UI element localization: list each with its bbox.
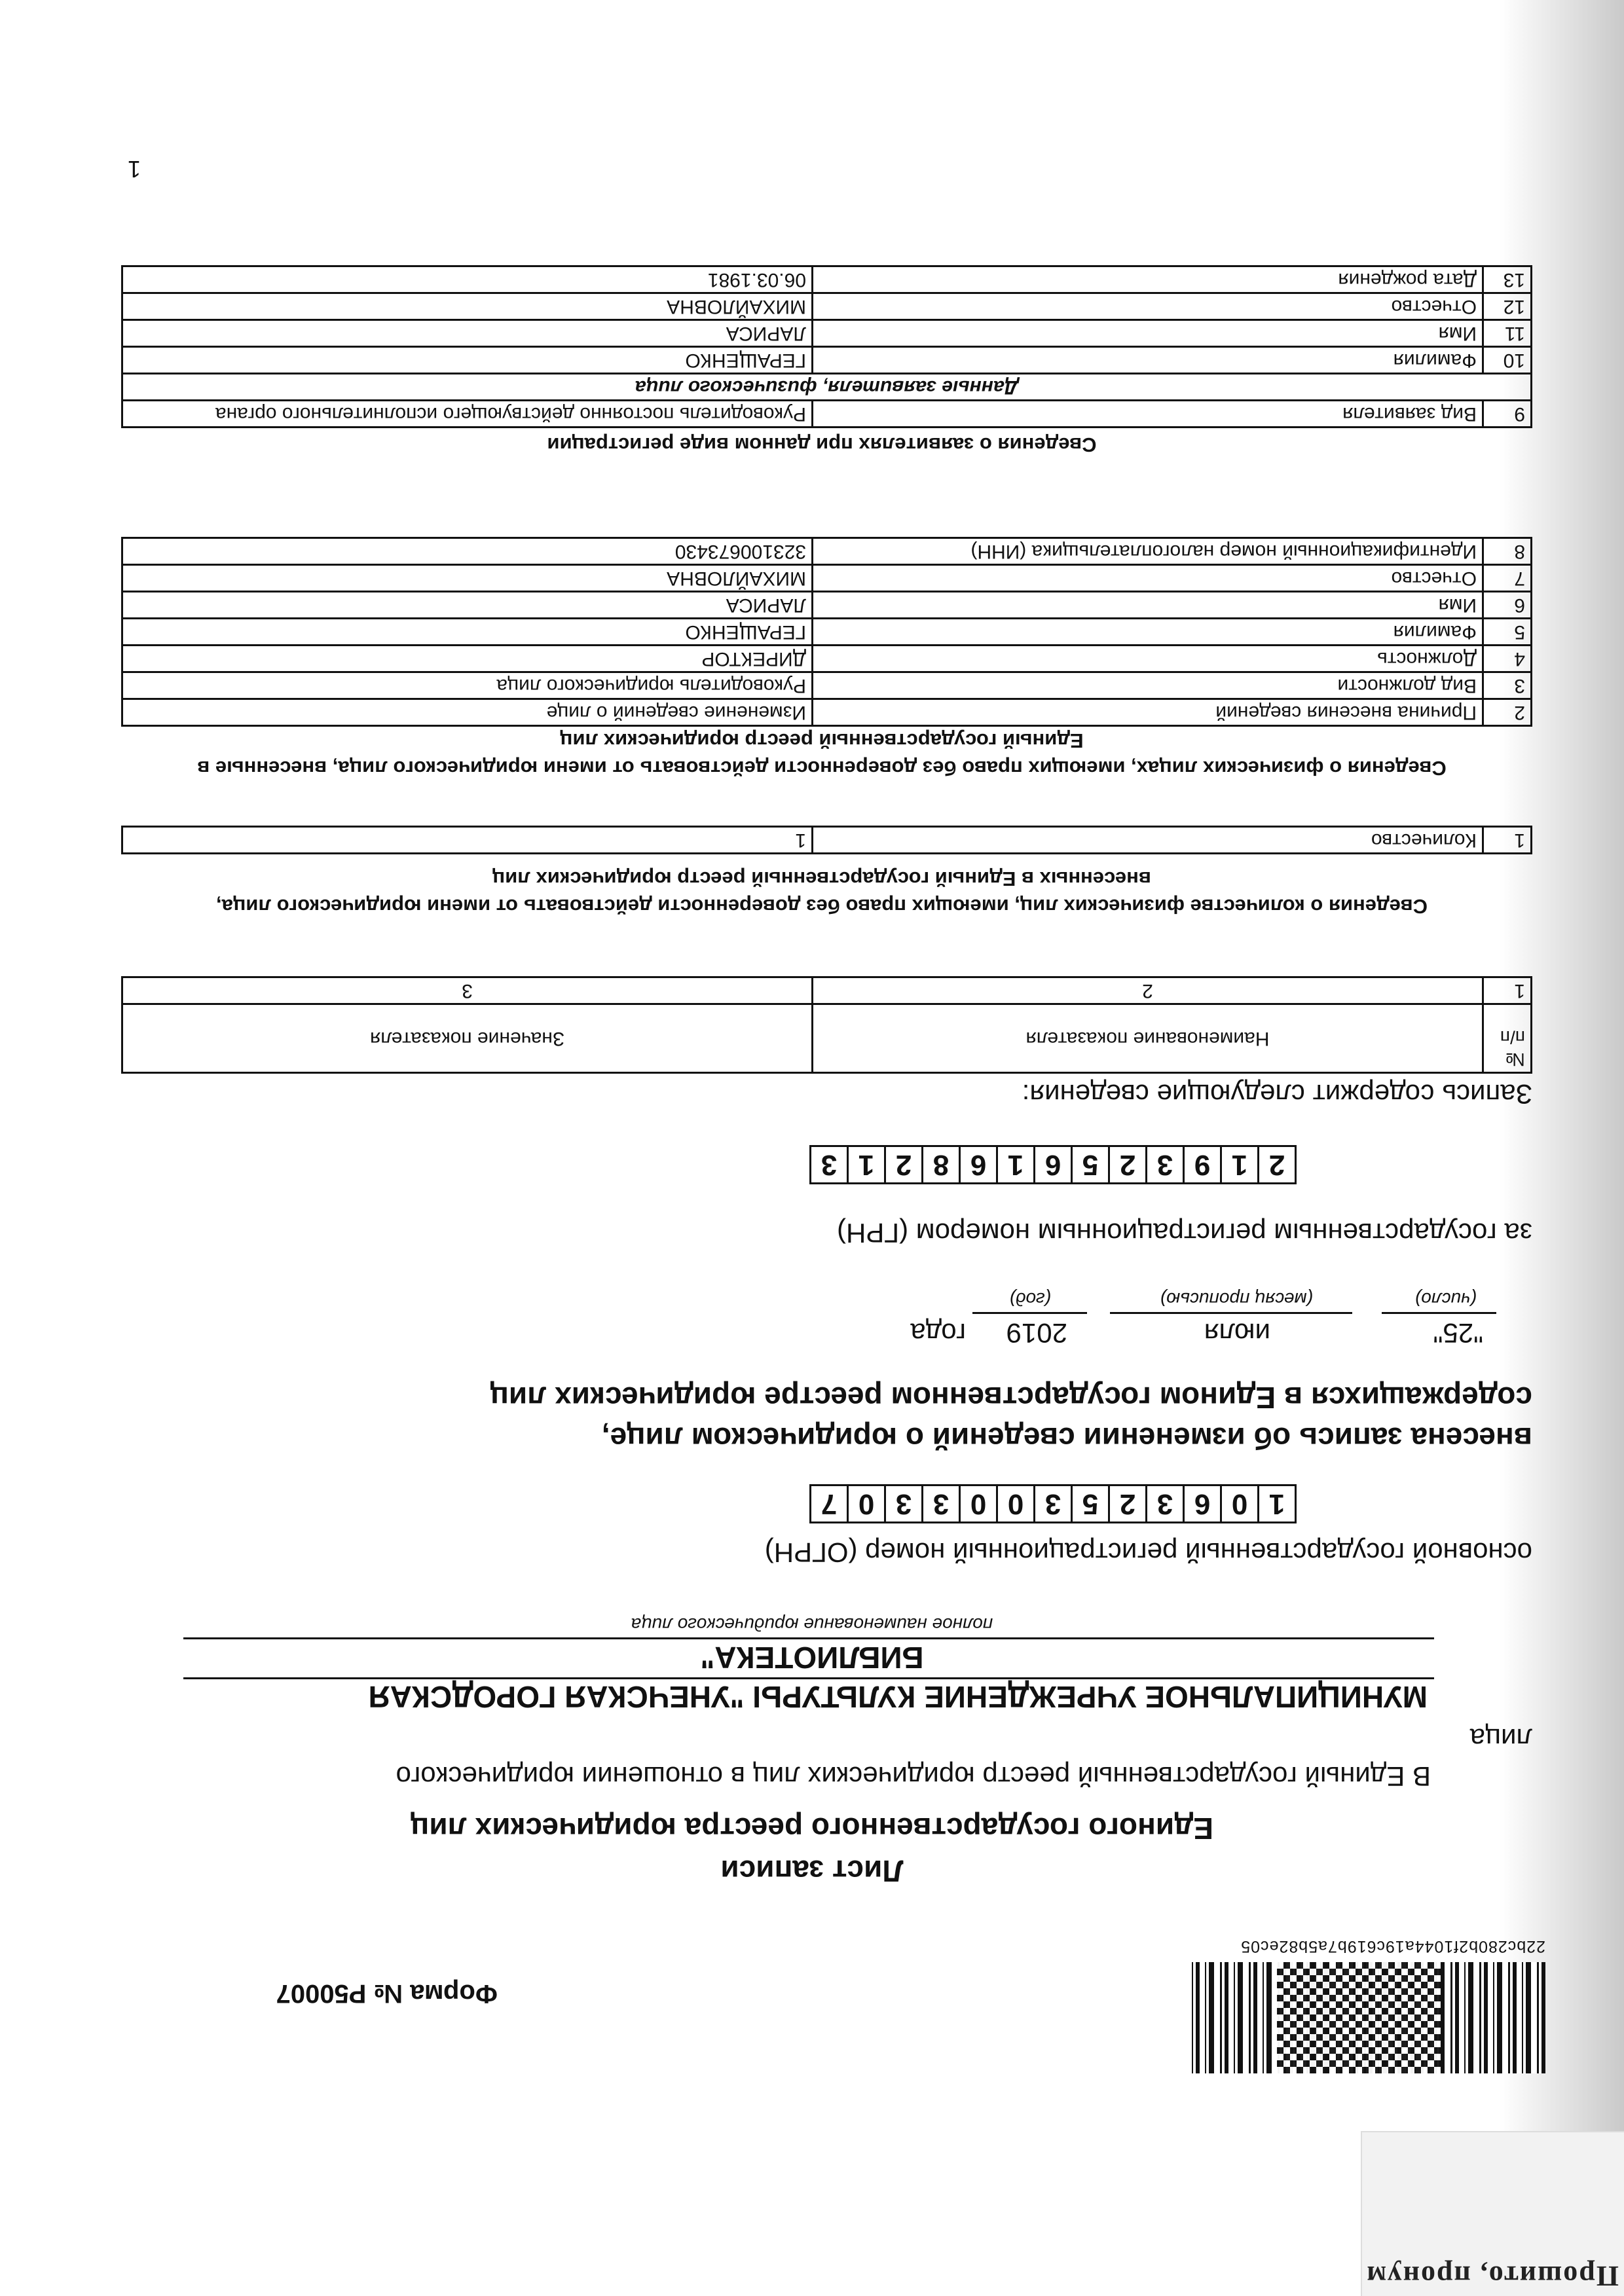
org-name-underline <box>183 1677 1434 1679</box>
row-indicator-name: Вид должности <box>813 672 1483 699</box>
table-row <box>122 347 1532 374</box>
row-number: 8 <box>1483 538 1532 565</box>
row-indicator-value: 323100673430 <box>122 538 813 565</box>
grn-digit: 9 <box>1183 1147 1220 1182</box>
table-row <box>122 699 1532 726</box>
row-number: 13 <box>1483 266 1532 293</box>
row-indicator-name: Дата рождения <box>813 266 1483 293</box>
ogrn-digit: 3 <box>1033 1486 1071 1522</box>
grn-digit: 2 <box>1108 1147 1145 1182</box>
row-number: 1 <box>1483 827 1532 854</box>
row-number: 6 <box>1483 592 1532 619</box>
row-number: 12 <box>1483 293 1532 320</box>
header-table <box>121 976 1532 1074</box>
row-indicator-value: Руководитель постоянно действующего исполнительного органа <box>122 401 813 428</box>
table-row <box>122 592 1532 619</box>
table-row <box>122 538 1532 565</box>
row-number: 4 <box>1483 646 1532 672</box>
barcode-hash: 22bc280b2f1044a19c619b7a5b82ec05 <box>1240 1937 1545 1956</box>
row-indicator-value: ДИРЕКТОР <box>122 646 813 672</box>
table-row <box>122 401 1532 428</box>
row-number: 2 <box>1483 699 1532 726</box>
table-row <box>122 266 1532 293</box>
date-year-caption: (год) <box>1009 1289 1051 1309</box>
row-indicator-value: МИХАЙЛОВНА <box>122 565 813 592</box>
row-indicator-name: Должность <box>813 646 1483 672</box>
row-indicator-name: Имя <box>813 320 1483 347</box>
row-indicator-name: Причина внесения сведений <box>813 699 1483 726</box>
intro-text: В Единый государственный реестр юридических лиц в отношении юридического <box>396 1761 1431 1792</box>
table-row <box>122 293 1532 320</box>
date-day-caption: (число) <box>1414 1289 1477 1309</box>
page-title: Лист записи <box>720 1854 904 1888</box>
row-indicator-name: Вид заявителя <box>813 401 1483 428</box>
table-row <box>122 672 1532 699</box>
row-indicator-value: 06.03.1981 <box>122 266 813 293</box>
row-indicator-value: 1 <box>122 827 813 854</box>
ogrn-digit: 3 <box>1145 1486 1183 1522</box>
ogrn-digit-boxes <box>809 1484 1297 1523</box>
form-number: Форма № Р50007 <box>276 1979 498 2008</box>
binding-stub-text: Прошито, пронум <box>1365 2260 1619 2292</box>
entry-made-text: внесена запись об изменении сведений о юридическом лице, <box>601 1421 1532 1455</box>
ogrn-digit: 0 <box>1220 1486 1257 1522</box>
table-row <box>122 827 1532 854</box>
row-indicator-value: ГЕРАЩЕНКО <box>122 347 813 374</box>
row-indicator-value: Руководитель юридического лица <box>122 672 813 699</box>
section-title-persons: Сведения о физических лицах, имеющих право без доверенности действовать от имени юридического лица, внесенные в Единый государственный реестр юридических лиц <box>197 729 1447 780</box>
date-month: июля <box>1204 1318 1270 1349</box>
grn-digit: 2 <box>884 1147 921 1182</box>
ogrn-digit: 1 <box>1257 1486 1295 1522</box>
table-row <box>122 619 1532 646</box>
date-year: 2019 <box>1006 1318 1067 1349</box>
section-title-applicants: Сведения о заявителях при данном виде регистрации <box>547 433 1097 456</box>
date-day: "25" <box>1433 1318 1483 1349</box>
row-number: 9 <box>1483 401 1532 428</box>
row-number: 5 <box>1483 619 1532 646</box>
col-number-index: 1 <box>1483 977 1532 1004</box>
row-number: 10 <box>1483 347 1532 374</box>
col-name-index: 2 <box>813 977 1483 1004</box>
row-indicator-name: Идентификационный номер налогоплательщика (ИНН) <box>813 538 1483 565</box>
table-row <box>122 320 1532 347</box>
ogrn-digit: 0 <box>847 1486 884 1522</box>
row-indicator-name: Фамилия <box>813 619 1483 646</box>
ogrn-digit: 0 <box>959 1486 996 1522</box>
row-number: 11 <box>1483 320 1532 347</box>
row-indicator-value: МИХАЙЛОВНА <box>122 293 813 320</box>
section-table-count <box>121 826 1532 854</box>
col-number-header: № п/п <box>1483 1004 1532 1073</box>
section-table-applicants <box>121 265 1532 428</box>
table-row <box>122 646 1532 672</box>
row-indicator-name: Фамилия <box>813 347 1483 374</box>
row-indicator-name: Имя <box>813 592 1483 619</box>
date-day-underline <box>1382 1312 1496 1314</box>
org-name-cont: БИБЛИОТЕКА" <box>700 1641 924 1675</box>
date-year-underline <box>972 1312 1087 1314</box>
ogrn-digit: 7 <box>821 1488 838 1520</box>
row-indicator-value: Изменение сведений о лице <box>122 699 813 726</box>
row-indicator-value: ЛАРИСА <box>122 320 813 347</box>
row-number: 3 <box>1483 672 1532 699</box>
date-month-underline <box>1110 1312 1352 1314</box>
col-value-index: 3 <box>122 977 813 1004</box>
ogrn-label: основной государственный регистрационный номер (ОГРН) <box>764 1537 1532 1568</box>
grn-digit: 3 <box>1145 1147 1183 1182</box>
grn-digit: 5 <box>1071 1147 1108 1182</box>
ogrn-digit: 3 <box>884 1486 921 1522</box>
ogrn-digit: 0 <box>996 1486 1033 1522</box>
row-indicator-name: Отчество <box>813 565 1483 592</box>
row-indicator-name: Количество <box>813 827 1483 854</box>
date-month-caption: (месяц прописью) <box>1160 1289 1313 1309</box>
org-name: МУНИЦИПАЛЬНОЕ УЧРЕЖДЕНИЕ КУЛЬТУРЫ "УНЕЧСКАЯ ГОРОДСКАЯ <box>368 1680 1428 1714</box>
col-value-header: Значение показателя <box>122 1004 813 1073</box>
row-indicator-value: ЛАРИСА <box>122 592 813 619</box>
record-contains-label: Запись содержит следующие сведения: <box>1022 1079 1532 1110</box>
org-name-underline-2 <box>183 1637 1434 1639</box>
grn-label: за государственным регистрационным номером (ГРН) <box>837 1218 1532 1248</box>
grn-digit: 6 <box>1033 1147 1071 1182</box>
grn-digit-boxes <box>809 1145 1297 1184</box>
table-row <box>122 565 1532 592</box>
date-year-suffix: года <box>910 1318 966 1349</box>
grn-digit: 1 <box>847 1147 884 1182</box>
org-name-caption: полное наименование юридического лица <box>631 1614 993 1635</box>
col-name-header: Наименование показателя <box>813 1004 1483 1073</box>
grn-digit: 1 <box>996 1147 1033 1182</box>
ogrn-digit: 3 <box>921 1486 959 1522</box>
section-table-persons <box>121 537 1532 727</box>
ogrn-digit: 6 <box>1183 1486 1220 1522</box>
entry-made-text-cont: содержащихся в Едином государственном реестре юридических лиц <box>490 1381 1532 1415</box>
row-indicator-name: Отчество <box>813 293 1483 320</box>
section-title-count: Сведения о количестве физических лиц, имеющих право без доверенности действовать от имени юридического лица, внесенных в Единый государственный реестр юридических лиц <box>216 867 1428 918</box>
grn-digit: 2 <box>1257 1147 1295 1182</box>
binding-stub <box>1361 2131 1624 2296</box>
row-number: 7 <box>1483 565 1532 592</box>
grn-digit: 8 <box>921 1147 959 1182</box>
grn-digit: 6 <box>959 1147 996 1182</box>
ogrn-digit: 2 <box>1108 1486 1145 1522</box>
applicant-person-subtitle: Данные заявителя, физического лица <box>122 374 1532 401</box>
grn-digit: 1 <box>1220 1147 1257 1182</box>
page-subtitle: Единого государственного реестра юридических лиц <box>411 1812 1213 1846</box>
ogrn-digit: 5 <box>1071 1486 1108 1522</box>
datamatrix-code <box>1277 1962 1441 2073</box>
grn-digit: 3 <box>821 1149 838 1181</box>
intro-text-cont: лица <box>1469 1723 1532 1754</box>
table-subheader-row <box>122 374 1532 401</box>
row-indicator-value: ГЕРАЩЕНКО <box>122 619 813 646</box>
page-number: 1 <box>127 156 141 183</box>
